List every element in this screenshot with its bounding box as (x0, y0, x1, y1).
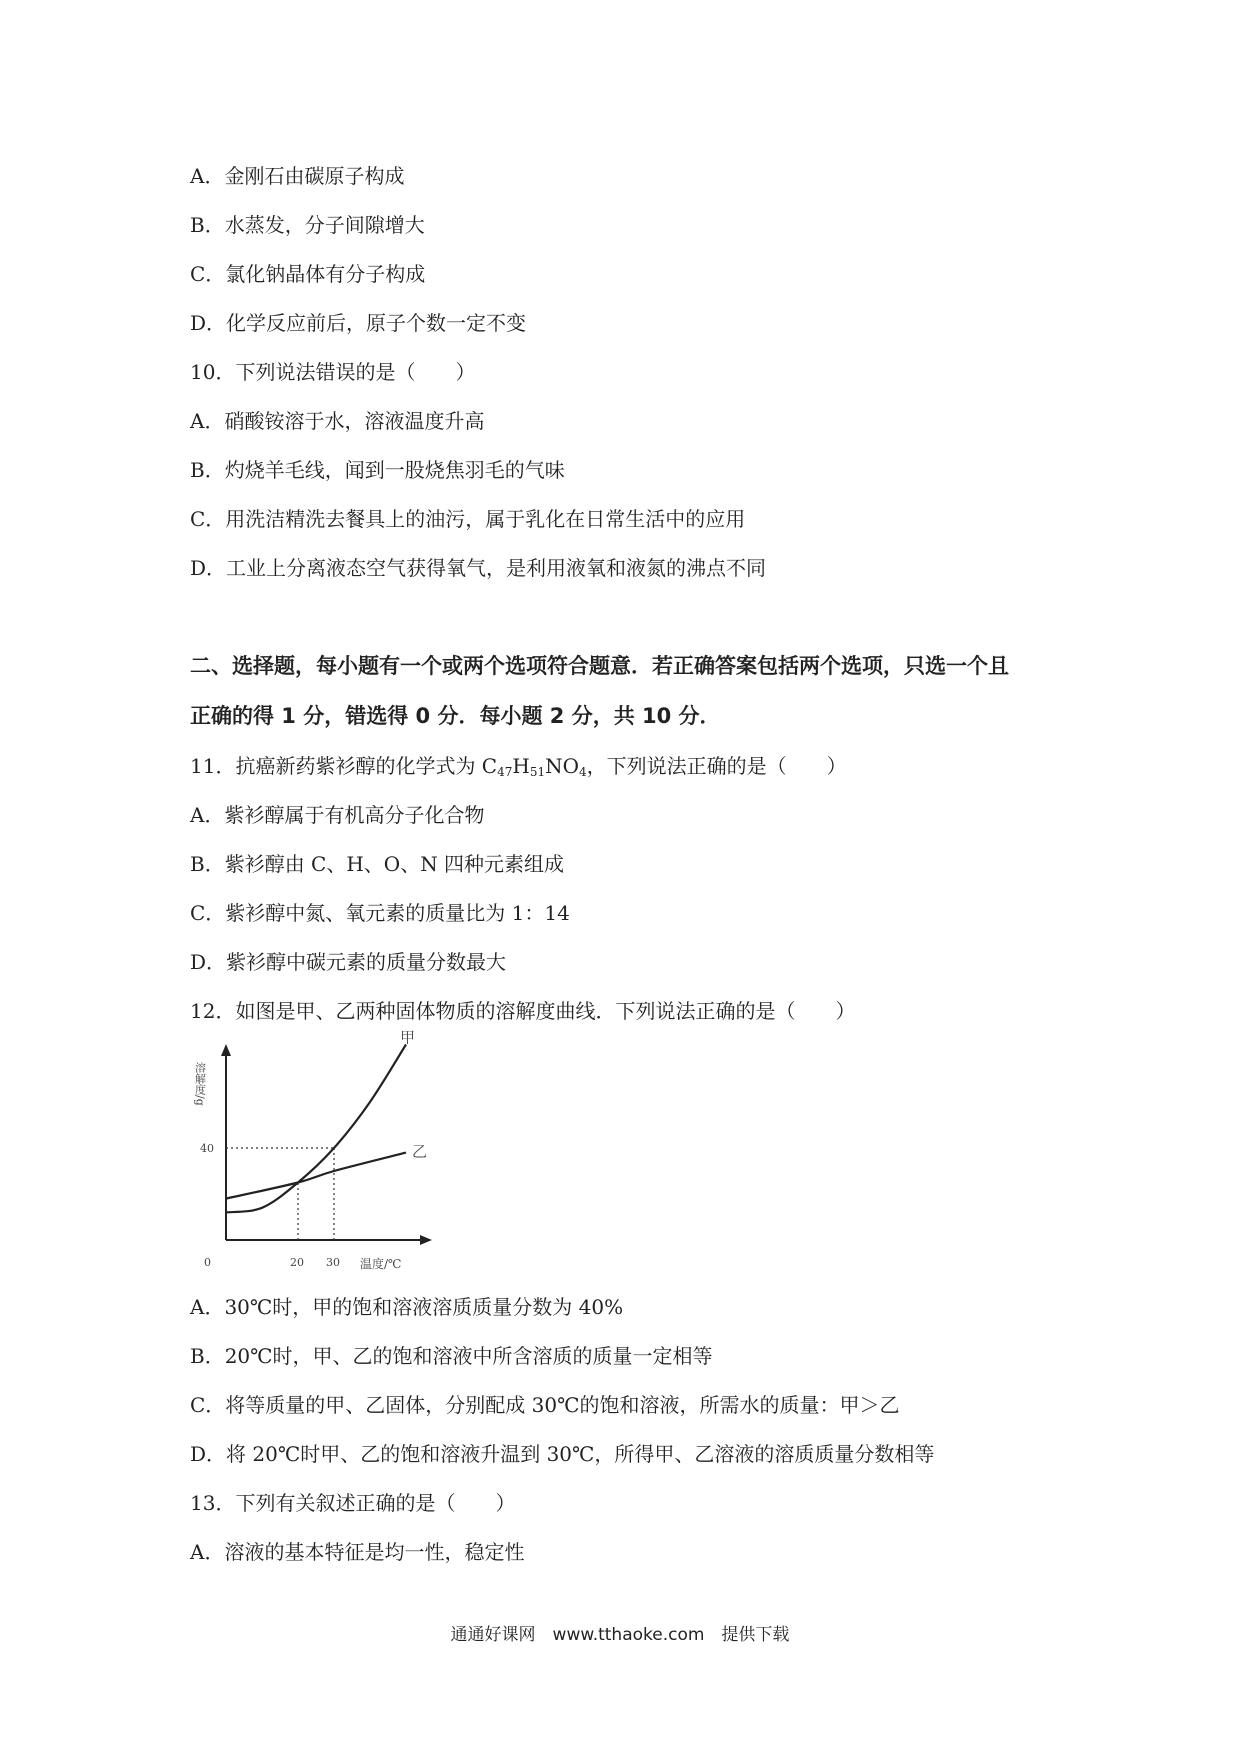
q9-option-b: B．水蒸发，分子间隙增大 (190, 213, 425, 237)
section2-heading-line1: 二、选择题，每小题有一个或两个选项符合题意．若正确答案包括两个选项，只选一个且 (190, 654, 1009, 678)
series-jia-label: 甲 (400, 1028, 416, 1047)
q12-option-b: B．20℃时，甲、乙的饱和溶液中所含溶质的质量一定相等 (190, 1344, 713, 1368)
chart-axes (221, 1044, 432, 1245)
q13-option-a: A．溶液的基本特征是均一性，稳定性 (190, 1540, 525, 1564)
q9-option-c: C．氯化钠晶体有分子构成 (190, 262, 426, 286)
q11-option-d: D．紫衫醇中碳元素的质量分数最大 (190, 950, 507, 974)
q12-stem: 12．如图是甲、乙两种固体物质的溶解度曲线．下列说法正确的是（ ） (190, 999, 856, 1023)
x-tick-label: 0 (204, 1256, 211, 1269)
q11-stem-prefix: 11．抗癌新药紫衫醇的化学式为 C (190, 754, 498, 778)
series-yi-label: 乙 (412, 1142, 428, 1161)
q9-option-d: D．化学反应前后，原子个数一定不变 (190, 311, 527, 335)
q12-option-a: A．30℃时，甲的饱和溶液溶质质量分数为 40% (190, 1295, 624, 1319)
x-axis-arrow (420, 1235, 432, 1245)
y-axis-label: 溶解度/g (193, 1062, 207, 1106)
q10-stem: 10．下列说法错误的是（ ） (190, 360, 476, 384)
q10-option-a: A．硝酸铵溶于水，溶液温度升高 (190, 409, 485, 433)
q11-formula-o-subscript: 4 (579, 765, 587, 779)
q11-stem (190, 752, 847, 786)
q12-option-c: C．将等质量的甲、乙固体，分别配成 30℃的饱和溶液，所需水的质量：甲＞乙 (190, 1393, 900, 1417)
q12-option-d: D．将 20℃时甲、乙的饱和溶液升温到 30℃，所得甲、乙溶液的溶质质量分数相等 (190, 1442, 935, 1466)
y-axis-arrow (221, 1044, 231, 1056)
series-yi-curve (226, 1153, 406, 1199)
section2-heading-line2: 正确的得 1 分，错选得 0 分．每小题 2 分，共 10 分． (190, 704, 721, 728)
x-tick-label: 20 (290, 1256, 304, 1269)
q9-option-a: A．金刚石由碳原子构成 (190, 164, 405, 188)
q10-option-c: C．用洗洁精洗去餐具上的油污，属于乳化在日常生活中的应用 (190, 507, 746, 531)
q11-option-c: C．紫衫醇中氮、氧元素的质量比为 1：14 (190, 901, 570, 925)
y-tick-label: 40 (200, 1142, 214, 1155)
q10-option-d: D．工业上分离液态空气获得氧气，是利用液氧和液氮的沸点不同 (190, 556, 767, 580)
x-tick-label: 30 (326, 1256, 340, 1269)
q11-formula-h: H (512, 754, 530, 778)
q11-formula-c-subscript: 47 (497, 765, 513, 779)
q11-formula-no: NO (545, 754, 580, 778)
page-footer: 通通好课网 www.tthaoke.com 提供下载 (450, 1625, 790, 1645)
x-axis-label: 温度/℃ (360, 1257, 402, 1271)
q11-option-a: A．紫衫醇属于有机高分子化合物 (190, 803, 485, 827)
series-jia-curve (226, 1045, 406, 1213)
q11-stem-suffix: ，下列说法正确的是（ ） (586, 754, 847, 778)
q13-stem: 13．下列有关叙述正确的是（ ） (190, 1491, 516, 1515)
chart-labels (194, 1029, 428, 1272)
chart-series (226, 1045, 406, 1213)
q11-option-b: B．紫衫醇由 C、H、O、N 四种元素组成 (190, 852, 565, 876)
solubility-curve-chart (190, 1028, 450, 1280)
q10-option-b: B．灼烧羊毛线，闻到一股烧焦羽毛的气味 (190, 458, 565, 482)
q11-formula-h-subscript: 51 (529, 765, 546, 779)
